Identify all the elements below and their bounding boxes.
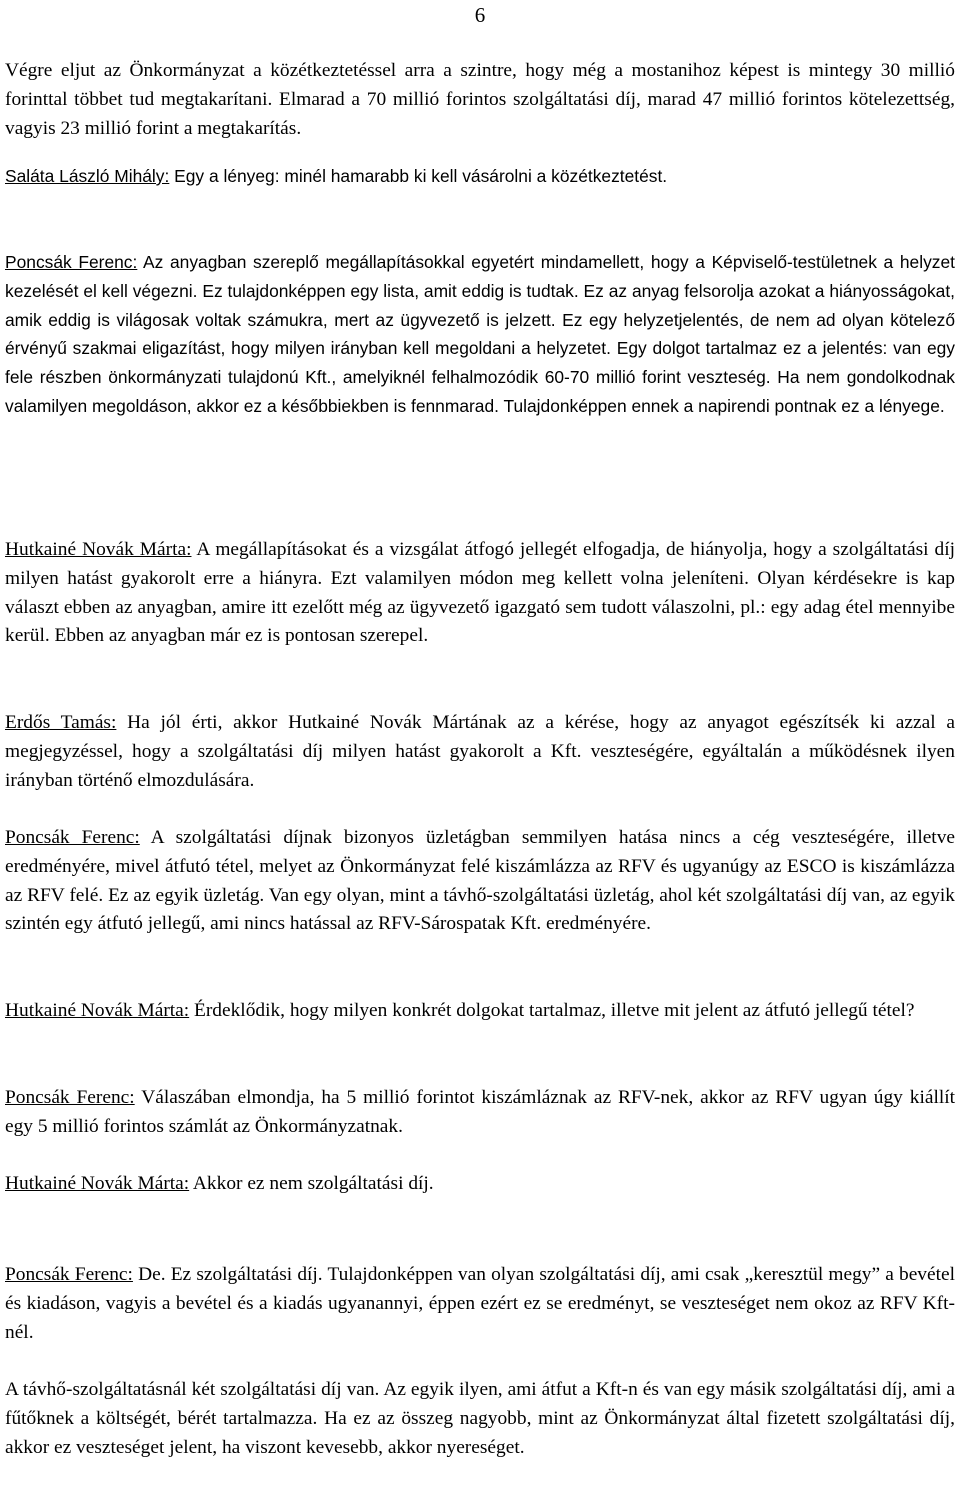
paragraph-hutkaine-3 [5, 1170, 955, 1199]
paragraph-hutkaine-2 [5, 997, 955, 1026]
paragraph-poncsak-2 [5, 824, 955, 939]
speaker-name: Poncsák Ferenc: [5, 1087, 135, 1108]
speaker-name: Hutkainé Novák Márta: [5, 539, 192, 560]
paragraph-hutkaine-1 [5, 536, 955, 651]
paragraph-text: Végre eljut az Önkormányzat a közétkeztetéssel arra a szintre, hogy még a mostanihoz képest is mintegy 30 millió forinttal többet tud megtakarítani. Elmarad a 70 millió forintos szolgáltatási díj, marad 47 millió forintos kötelezettség, vagyis 23 millió forint a megtakarítás. [5, 60, 955, 139]
paragraph-text: Egy a lényeg: minél hamarabb ki kell vásárolni a közétkeztetést. [169, 166, 668, 186]
paragraph-text: Érdeklődik, hogy milyen konkrét dolgokat tartalmaz, illetve mit jelent az átfutó jellegű tétel? [189, 1000, 915, 1021]
paragraph-poncsak-4 [5, 1261, 955, 1347]
paragraph-text: A megállapításokat és a vizsgálat átfogó jellegét elfogadja, de hiányolja, hogy a szolgáltatási díj milyen hatást gyakorolt erre a hiányra. Ezt valamilyen módon meg kellett volna jeleníteni. Olyan kérdésekre is kap választ ebben az anyagban, amire itt ezelőtt még az ügyvezető igazgató sem tudott válaszolni, pl.: egy adag étel mennyibe kerül. Ebben az anyagban már ez is pontosan szerepel. [5, 539, 955, 647]
paragraph-tavho [5, 1376, 955, 1462]
page-number: 6 [474, 3, 486, 27]
paragraph-text: A szolgáltatási díjnak bizonyos üzletágban semmilyen hatása nincs a cég veszteségére, illetve eredményére, mivel átfutó tétel, melyet az Önkormányzat felé kiszámlázza az RFV és ugyanúgy az ESCO is kiszámlázza az RFV felé. Ez az egyik üzletág. Van egy olyan, mint a távhő-szolgáltatási üzletág, ahol két szolgáltatási díj van, az egyik szintén egy átfutó jellegű, ami nincs hatással az RFV-Sárospatak Kft. eredményére. [5, 827, 955, 935]
speaker-name: Saláta László Mihály: [5, 166, 170, 186]
paragraph-poncsak-3 [5, 1084, 955, 1142]
paragraph-text: A távhő-szolgáltatásnál két szolgáltatási díj van. Az egyik ilyen, ami átfut a Kft-n és van egy másik szolgáltatási díj, ami a fűtőknek a költségét, bérét tartalmazza. Ha ez az összeg nagyobb, mint az Önkormányzat által fizetett szolgáltatási díj, akkor ez veszteséget jelent, ha viszont kevesebb, akkor nyereséget. [5, 1379, 955, 1458]
paragraph-text: De. Ez szolgáltatási díj. Tulajdonképpen van olyan szolgáltatási díj, ami csak „keresztül megy” a bevétel és kiadáson, vagyis a bevétel és a kiadás ugyanannyi, éppen ezért ez se eredményt, se veszteséget nem okoz az RFV Kft-nél. [5, 1264, 955, 1343]
speaker-name: Poncsák Ferenc: [5, 252, 138, 272]
speaker-name: Hutkainé Novák Márta: [5, 1000, 190, 1021]
paragraph-text: Akkor ez nem szolgáltatási díj. [189, 1173, 434, 1194]
paragraph-text: Az anyagban szereplő megállapításokkal egyetért mindamellett, hogy a Képviselő-testületnek a helyzet kezelését el kell végezni. Ez tulajdonképpen egy lista, amit eddig is tudtak. Ez az anyag felsorolja azokat a hiányosságokat, amik eddig is világosak voltak számukra, mert az ügyvezető is jelzett. Ez egy helyzetjelentés, de nem ad olyan kötelező érvényű szakmai eligazítást, hogy milyen irányban kell megoldani a helyzetet. Egy dolgot tartalmaz ez a jelentés: van egy fele részben önkormányzati tulajdonú Kft., amelyiknél felhalmozódik 60-70 millió forint veszteség. Ha nem gondolkodnak valamilyen megoldáson, akkor ez a későbbiekben is fennmarad. Tulajdonképpen ennek a napirendi pontnak ez a lényege. [5, 252, 955, 416]
speaker-name: Poncsák Ferenc: [5, 827, 140, 848]
paragraph-intro [5, 57, 955, 143]
paragraph-text: Ha jól érti, akkor Hutkainé Novák Mártának az a kérése, hogy az anyagot egészítsék ki azzal a megjegyzéssel, hogy a szolgáltatási díj milyen hatást gyakorolt a Kft. veszteségére, egyáltalán a működésnek ilyen irányban történő elmozdulására. [5, 712, 955, 791]
paragraph-poncsak-1 [5, 248, 955, 421]
speaker-name: Erdős Tamás: [5, 712, 117, 733]
paragraph-salata [5, 162, 955, 191]
speaker-name: Hutkainé Novák Márta: [5, 1173, 190, 1194]
paragraph-text: Válaszában elmondja, ha 5 millió forintot kiszámláznak az RFV-nek, akkor az RFV ugyan úgy kiállít egy 5 millió forintos számlát az Önkormányzatnak. [5, 1087, 955, 1137]
speaker-name: Poncsák Ferenc: [5, 1264, 133, 1285]
paragraph-erdos [5, 709, 955, 795]
